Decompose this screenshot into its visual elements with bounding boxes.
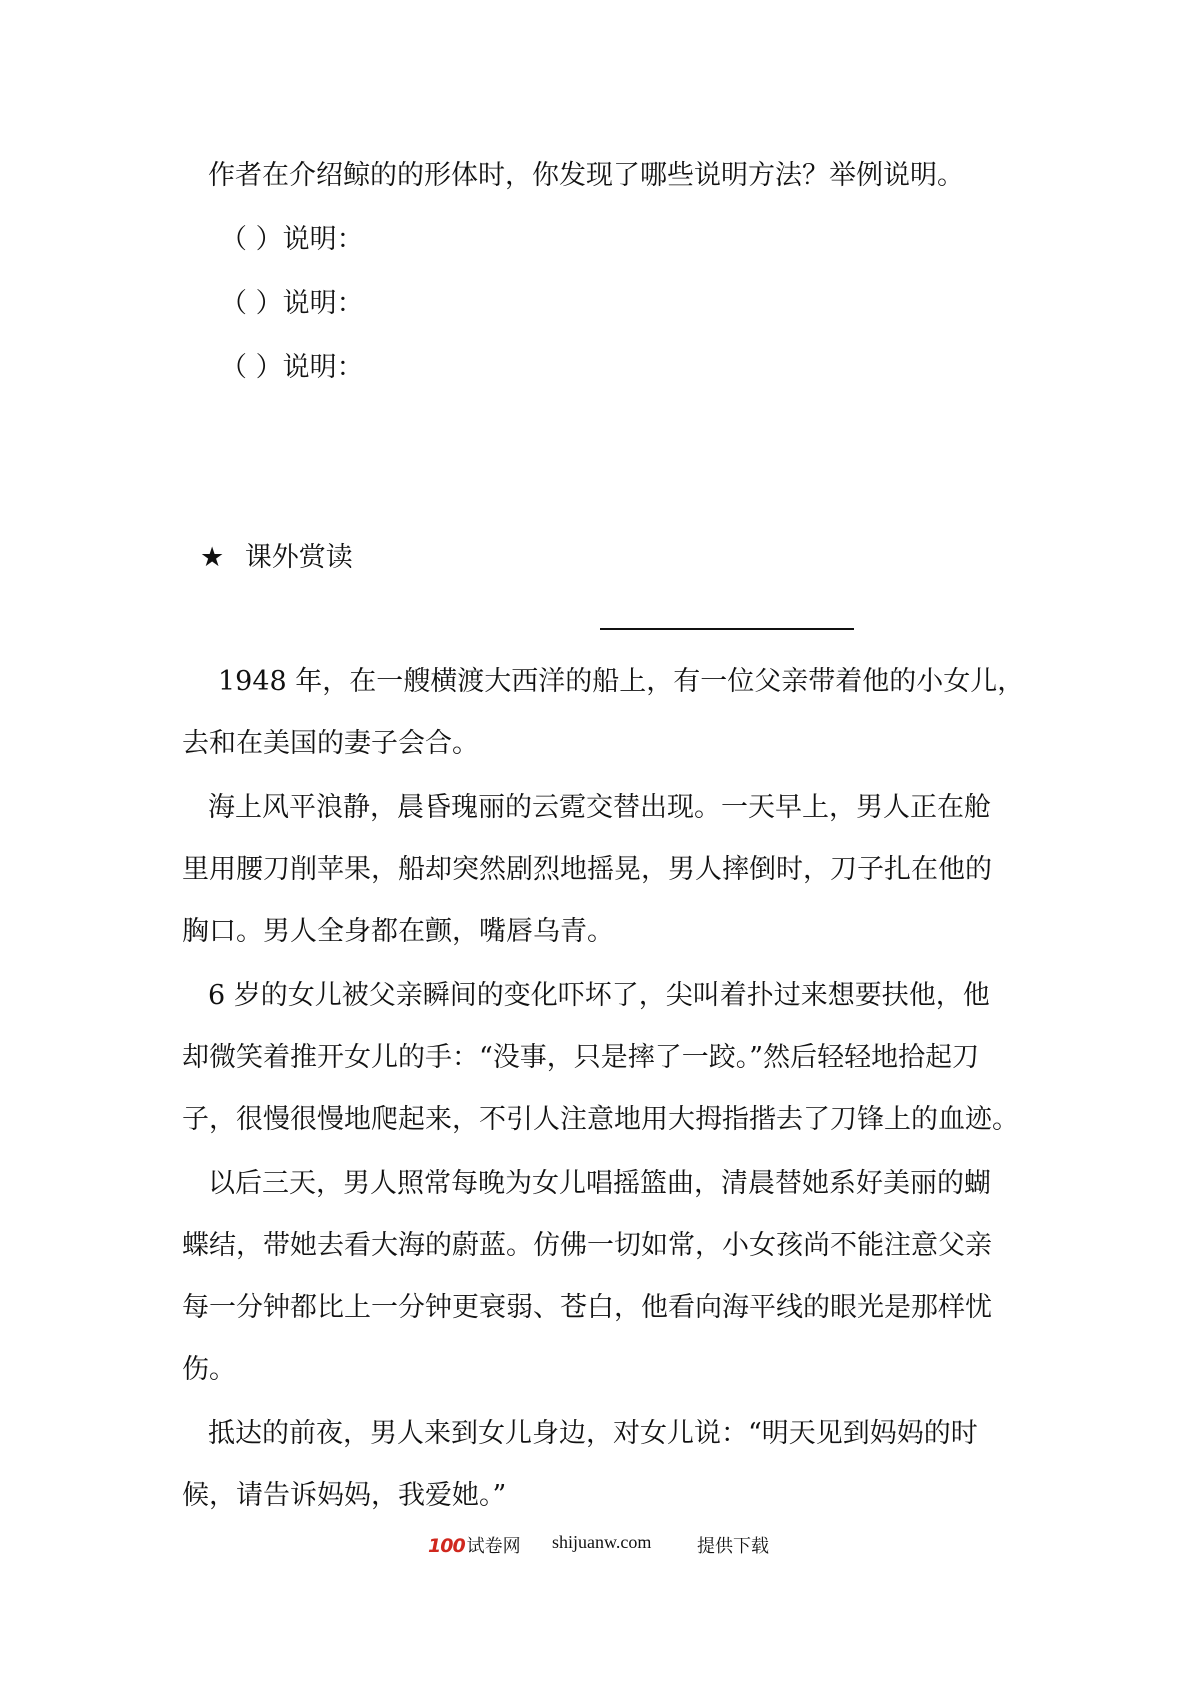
passage-line-4: 里用腰刀削苹果，船却突然剧烈地摇晃，男人摔倒时，刀子扎在他的 [182, 854, 992, 885]
passage-line-9: 以后三天，男人照常每晚为女儿唱摇篮曲，清晨替她系好美丽的蝴 [208, 1168, 991, 1199]
answer-blank-2: （ ）说明： [220, 288, 364, 319]
site-logo [428, 1532, 521, 1558]
passage-line-13: 抵达的前夜，男人来到女儿身边，对女儿说：“明天见到妈妈的时 [208, 1418, 978, 1449]
passage-line-7: 却微笑着推开女儿的手：“没事，只是摔了一跤。”然后轻轻地拾起刀 [182, 1042, 980, 1073]
passage-line-14: 候，请告诉妈妈，我爱她。” [182, 1480, 507, 1511]
passage-line-11: 每一分钟都比上一分钟更衰弱、苍白，他看向海平线的眼光是那样忧 [182, 1292, 992, 1323]
passage-line-12: 伤。 [182, 1354, 236, 1385]
passage-line-8: 子，很慢很慢地爬起来，不引人注意地用大拇指揩去了刀锋上的血迹。 [182, 1104, 1019, 1135]
passage-title-blank [600, 628, 854, 630]
logo-number: 100 [428, 1535, 465, 1557]
passage-line-1: 1948 年，在一艘横渡大西洋的船上，有一位父亲带着他的小女儿， [218, 666, 1025, 697]
passage-line-6: 6 岁的女儿被父亲瞬间的变化吓坏了，尖叫着扑过来想要扶他，他 [208, 980, 990, 1011]
answer-blank-3: （ ）说明： [220, 352, 364, 383]
page-footer [0, 1530, 1191, 1562]
star-icon: ★ [200, 542, 225, 573]
passage-line-5: 胸口。男人全身都在颤，嘴唇乌青。 [182, 916, 614, 947]
passage-line-2: 去和在美国的妻子会合。 [182, 728, 479, 759]
passage-line-10: 蝶结，带她去看大海的蔚蓝。仿佛一切如常，小女孩尚不能注意父亲 [182, 1230, 992, 1261]
section-heading [200, 540, 1040, 576]
answer-blank-1: （ ）说明： [220, 224, 364, 255]
question-prompt: 作者在介绍鲸的的形体时，你发现了哪些说明方法？举例说明。 [208, 160, 964, 191]
section-title: 课外赏读 [244, 542, 353, 573]
site-url: shijuanw.com [552, 1532, 652, 1552]
passage-line-3: 海上风平浪静，晨昏瑰丽的云霓交替出现。一天早上，男人正在舱 [208, 792, 991, 823]
provide-download-text: 提供下载 [697, 1536, 769, 1557]
logo-text: 试卷网 [466, 1536, 521, 1557]
